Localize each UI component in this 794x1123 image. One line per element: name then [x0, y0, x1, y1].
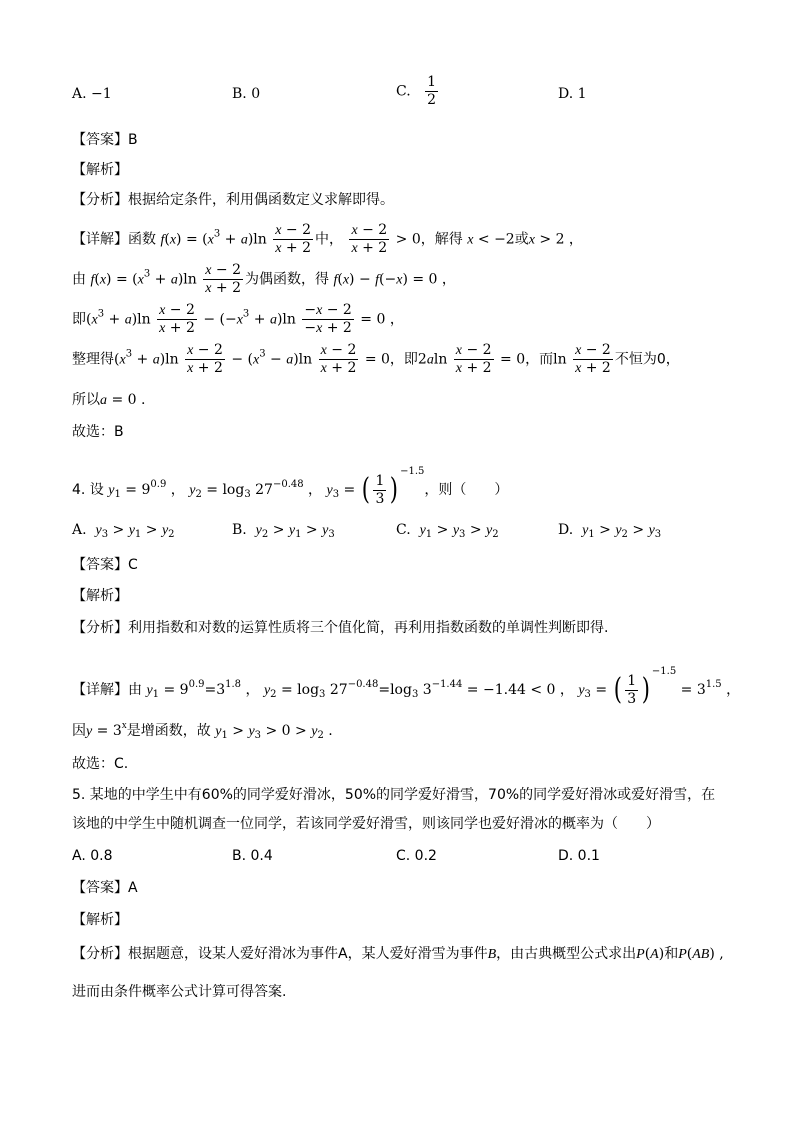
q3-detail-line-1: 【详解】函数 $f(x) = (x^3 + a)\ln$ $\frac{x - 2}{x + 2}$ 中， $\frac{x - 2}{x + 2}$ > 0，解得 x < −2或x > 2 ，	[72, 222, 583, 256]
q5-answer: 【答案】A	[72, 880, 138, 896]
q3-option-d: D. 1	[558, 86, 587, 102]
q5-option-b: B. 0.4	[232, 848, 273, 864]
q4-answer: 【答案】C	[72, 557, 138, 573]
q5-option-d: D. 0.1	[558, 848, 600, 864]
q3-option-a: A. −1	[72, 86, 112, 102]
q5-fenxi-line-1: 【分析】根据题意，设某人爱好滑冰为事件A，某人爱好滑雪为事件B，由古典概型公式求出P(A)和P(AB) ,	[72, 946, 724, 962]
q4-detail-line-2: 因$y = 3^x$是增函数，故 $y_1 > y_3 > 0 > y_2$ .	[72, 720, 333, 741]
q4-option-d: D. $y_1 > y_2 > y_3$	[558, 522, 662, 540]
q3-fenxi: 【分析】根据给定条件，利用偶函数定义求解即得。	[72, 192, 394, 208]
q3-detail-line-2: 由 $f(x) = (x^3 + a)\ln$ $\frac{x - 2}{x + 2}$ 为偶函数，得 f(x) − f(−x) = 0 ，	[72, 262, 456, 296]
q3-detail-line-4: 整理得$(x^3 + a)\ln$ $\frac{x - 2}{x + 2}$ − $(x^3 - a)\ln$ $\frac{x - 2}{x + 2}$ = 0，即2aln $\frac{x - 2}{x + 2}$ = 0，而ln $\frac{x - 2}{x + 2}$ 不恒为0，	[72, 342, 680, 376]
q4-option-b: B. $y_2 > y_1 > y_3$	[232, 522, 335, 540]
q3-option-b: B. 0	[232, 86, 261, 102]
q3-answer: 【答案】B	[72, 132, 138, 148]
q3-jiexi: 【解析】	[72, 162, 128, 178]
q4-guxuan: 故选：C.	[72, 756, 129, 772]
q3-detail-line-5: 所以a = 0 .	[72, 392, 146, 408]
q3-detail-line-3: 即$(x^3 + a)\ln$ $\frac{x - 2}{x + 2}$ − $(-x^3 + a)\ln$ $\frac{-x - 2}{-x + 2}$ = 0 ，	[72, 302, 404, 336]
q4-stem: 4. 设 $y_1 = 9^{0.9}$ ， $y_2 = \log_3 27^{-0.48}$ ， $y_3$ = ( $\frac{1}{3}$ )$^{-1.5}$，则（ ）	[72, 466, 509, 507]
q4-jiexi: 【解析】	[72, 588, 128, 604]
q5-jiexi: 【解析】	[72, 912, 128, 928]
q3-option-c: C. $\frac{1}{2}$	[396, 74, 437, 108]
q5-stem-line-2: 该地的中学生中随机调查一位同学，若该同学爱好滑雪，则该同学也爱好滑冰的概率为（ ）	[72, 816, 660, 832]
q3-guxuan: 故选：B	[72, 424, 124, 440]
q4-fenxi: 【分析】利用指数和对数的运算性质将三个值化简，再利用指数函数的单调性判断即得.	[72, 620, 609, 636]
q4-option-c: C. $y_1 > y_3 > y_2$	[396, 522, 499, 540]
q5-stem-line-1: 5. 某地的中学生中有60%的同学爱好滑冰，50%的同学爱好滑雪，70%的同学爱好滑冰或爱好滑雪，在	[72, 787, 716, 803]
q5-fenxi-line-2: 进而由条件概率公式计算可得答案.	[72, 984, 287, 1000]
q5-option-c: C. 0.2	[396, 848, 437, 864]
q5-option-a: A. 0.8	[72, 848, 113, 864]
q4-detail-line-1: 【详解】由 $y_1 = 9^{0.9}=3^{1.8}$ ， $y_2 = \log_3 27^{-0.48}=\log_3$ $3^{-1.44} = -1.44 < 0$ ， $y_3$ = ( $\frac{1}{3}$ )$^{-1.5} = 3^{1.5}$ ，	[72, 666, 741, 707]
q4-option-a: A. $y_3 > y_1 > y_2$	[72, 522, 175, 540]
